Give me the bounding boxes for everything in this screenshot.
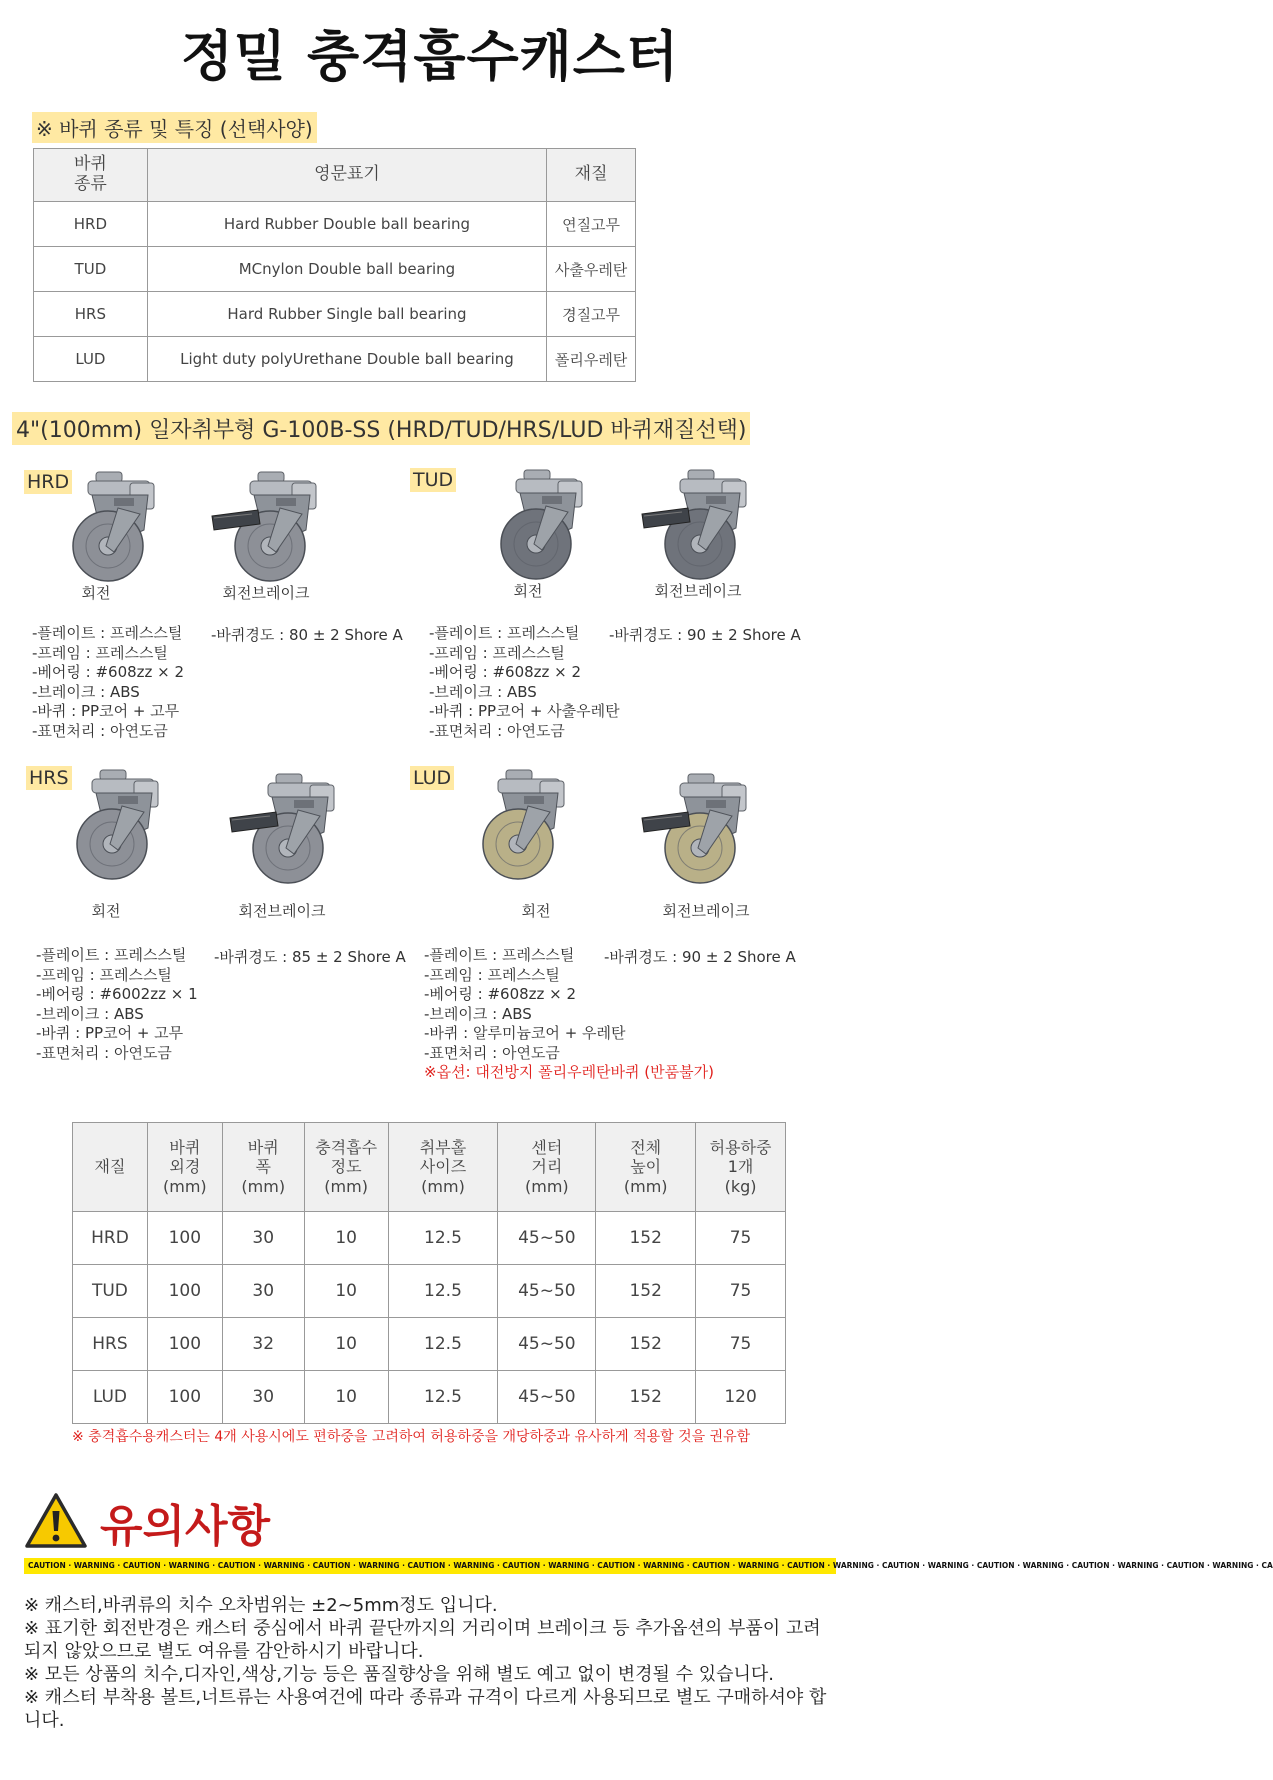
table-header-row bbox=[34, 149, 636, 202]
spec-list-hrd bbox=[32, 624, 184, 741]
table-cell: LUD bbox=[73, 1371, 148, 1424]
table-cell: 75 bbox=[696, 1318, 786, 1371]
table-cell: 12.5 bbox=[388, 1265, 498, 1318]
table-cell: 152 bbox=[596, 1265, 696, 1318]
header-cell: 바퀴 종류 bbox=[34, 149, 148, 202]
spec-line: -브레이크 : ABS bbox=[429, 682, 537, 701]
dimensions-table bbox=[72, 1122, 786, 1424]
caption-tud-swivel: 회전 bbox=[513, 582, 543, 600]
table-cell: 30 bbox=[222, 1371, 304, 1424]
table-cell: 152 bbox=[596, 1212, 696, 1265]
header-cell: 재질 bbox=[73, 1123, 148, 1212]
spec-line: -브레이크 : ABS bbox=[36, 1004, 144, 1023]
table-cell: 10 bbox=[304, 1265, 388, 1318]
table-row bbox=[34, 247, 636, 292]
caster-image-hrs-brake bbox=[228, 770, 358, 892]
load-note: ※ 충격흡수용캐스터는 4개 사용시에도 편하중을 고려하여 허용하중을 개당하중과 유사하게 적용할 것을 권유함 bbox=[72, 1429, 751, 1445]
header-cell: 센터 거리 (mm) bbox=[498, 1123, 596, 1212]
product-title: 4"(100mm) 일자취부형 G-100B-SS (HRD/TUD/HRS/LUD 바퀴재질선택) bbox=[12, 412, 750, 445]
caption-hrs-brake: 회전브레이크 bbox=[238, 902, 326, 920]
spec-line: -플레이트 : 프레스스틸 bbox=[36, 946, 187, 964]
caution-tape: CAUTION · WARNING · CAUTION · WARNING · CAUTION · WARNING · CAUTION · WARNING · CAUTION · WARNING · CAUTION · WARNING · CAUTION · WARNING · CAUTION · WARNING · CAUTION · WARNING · CAUTION · WARNING · CAUTION · WARNING · CAUTION · WARNING · CAUTION · WARNING · CA bbox=[24, 1558, 836, 1574]
header-cell: 허용하중 1개 (kg) bbox=[696, 1123, 786, 1212]
table-cell: HRD bbox=[34, 202, 148, 247]
table-row bbox=[34, 292, 636, 337]
table-cell: 100 bbox=[147, 1212, 222, 1265]
caption-lud-swivel: 회전 bbox=[521, 902, 551, 920]
caution-notes bbox=[24, 1594, 836, 1732]
table-cell: 12.5 bbox=[388, 1318, 498, 1371]
spec-line: -표면처리 : 아연도금 bbox=[36, 1043, 172, 1062]
table-row bbox=[34, 337, 636, 382]
hardness-lud: -바퀴경도 : 90 ± 2 Shore A bbox=[604, 948, 796, 966]
warning-triangle-icon bbox=[24, 1492, 88, 1550]
hardness-hrs: -바퀴경도 : 85 ± 2 Shore A bbox=[214, 948, 406, 966]
table-cell: 100 bbox=[147, 1318, 222, 1371]
caution-note: ※ 표기한 회전반경은 캐스터 중심에서 바퀴 끝단까지의 거리이며 브레이크 등 추가옵션의 부품이 고려되지 않았으므로 별도 여유를 감안하시기 바랍니다. bbox=[24, 1618, 821, 1662]
table-cell: 152 bbox=[596, 1318, 696, 1371]
table-cell: 100 bbox=[147, 1265, 222, 1318]
spec-line: -표면처리 : 아연도금 bbox=[32, 721, 168, 740]
table-cell: Light duty polyUrethane Double ball bearing bbox=[147, 337, 546, 382]
table-cell: 75 bbox=[696, 1265, 786, 1318]
table-cell: TUD bbox=[34, 247, 148, 292]
caption-hrs-swivel: 회전 bbox=[91, 902, 121, 920]
table-cell: 사출우레탄 bbox=[547, 247, 636, 292]
table-cell: TUD bbox=[73, 1265, 148, 1318]
variant-label-hrd: HRD bbox=[24, 470, 72, 494]
header-cell: 재질 bbox=[547, 149, 636, 202]
spec-line: -바퀴 : PP코어 + 사출우레탄 bbox=[429, 702, 620, 720]
table-cell: MCnylon Double ball bearing bbox=[147, 247, 546, 292]
spec-line: -프레임 : 프레스스틸 bbox=[36, 965, 172, 984]
spec-list-tud bbox=[429, 624, 620, 741]
table-cell: 32 bbox=[222, 1318, 304, 1371]
spec-line: -브레이크 : ABS bbox=[32, 682, 140, 701]
spec-line: -베어링 : #608zz × 2 bbox=[429, 663, 582, 681]
table-row bbox=[73, 1212, 786, 1265]
table-row bbox=[73, 1318, 786, 1371]
table-cell: 45~50 bbox=[498, 1265, 596, 1318]
hardness-hrd: -바퀴경도 : 80 ± 2 Shore A bbox=[211, 626, 403, 644]
spec-line: -바퀴 : PP코어 + 고무 bbox=[32, 702, 180, 720]
caption-tud-brake: 회전브레이크 bbox=[654, 582, 742, 600]
table-cell: 폴리우레탄 bbox=[547, 337, 636, 382]
table-cell: 45~50 bbox=[498, 1212, 596, 1265]
spec-line: -베어링 : #608zz × 2 bbox=[424, 985, 577, 1003]
wheel-types-table bbox=[33, 148, 636, 382]
page-title: 정밀 충격흡수캐스터 bbox=[180, 25, 680, 88]
table-cell: Hard Rubber Double ball bearing bbox=[147, 202, 546, 247]
table-cell: HRD bbox=[73, 1212, 148, 1265]
caster-image-hrd-swivel bbox=[70, 468, 170, 590]
spec-line: -표면처리 : 아연도금 bbox=[424, 1043, 560, 1062]
table-cell: HRS bbox=[73, 1318, 148, 1371]
table-row bbox=[73, 1371, 786, 1424]
option-note: ※옵션: 대전방지 폴리우레탄바퀴 (반품불가) bbox=[424, 1063, 714, 1081]
header-cell: 충격흡수 정도 (mm) bbox=[304, 1123, 388, 1212]
table-cell: 12.5 bbox=[388, 1371, 498, 1424]
caution-title: 유의사항 bbox=[100, 1501, 271, 1552]
table-row bbox=[73, 1265, 786, 1318]
spec-line: -바퀴 : PP코어 + 고무 bbox=[36, 1024, 184, 1042]
table-cell: 120 bbox=[696, 1371, 786, 1424]
table-row bbox=[34, 202, 636, 247]
spec-line: -플레이트 : 프레스스틸 bbox=[424, 946, 575, 964]
header-cell: 바퀴 폭 (mm) bbox=[222, 1123, 304, 1212]
table-cell: 75 bbox=[696, 1212, 786, 1265]
caution-note: ※ 캐스터,바퀴류의 치수 오차범위는 ±2~5mm정도 입니다. bbox=[24, 1595, 498, 1616]
table-cell: 152 bbox=[596, 1371, 696, 1424]
table-header-row bbox=[73, 1123, 786, 1212]
table-cell: 경질고무 bbox=[547, 292, 636, 337]
caster-image-tud-swivel bbox=[498, 466, 598, 588]
spec-line: -프레임 : 프레스스틸 bbox=[424, 965, 560, 984]
table-cell: 연질고무 bbox=[547, 202, 636, 247]
caption-hrd-swivel: 회전 bbox=[81, 584, 111, 602]
table-cell: 10 bbox=[304, 1212, 388, 1265]
variant-label-tud: TUD bbox=[410, 468, 456, 492]
table-cell: HRS bbox=[34, 292, 148, 337]
spec-line: -플레이트 : 프레스스틸 bbox=[32, 624, 183, 642]
table-cell: 45~50 bbox=[498, 1318, 596, 1371]
table-cell: Hard Rubber Single ball bearing bbox=[147, 292, 546, 337]
table-cell: 12.5 bbox=[388, 1212, 498, 1265]
caster-image-lud-brake bbox=[640, 770, 770, 892]
spec-list-hrs bbox=[36, 946, 198, 1063]
hardness-tud: -바퀴경도 : 90 ± 2 Shore A bbox=[609, 626, 801, 644]
table-cell: 45~50 bbox=[498, 1371, 596, 1424]
table-cell: 10 bbox=[304, 1318, 388, 1371]
spec-line: -프레임 : 프레스스틸 bbox=[32, 643, 168, 662]
table-cell: 30 bbox=[222, 1212, 304, 1265]
header-cell: 전체 높이 (mm) bbox=[596, 1123, 696, 1212]
variant-label-lud: LUD bbox=[410, 766, 454, 790]
table-cell: 30 bbox=[222, 1265, 304, 1318]
caption-lud-brake: 회전브레이크 bbox=[662, 902, 750, 920]
table-cell: 100 bbox=[147, 1371, 222, 1424]
spec-line: -표면처리 : 아연도금 bbox=[429, 721, 565, 740]
table-cell: LUD bbox=[34, 337, 148, 382]
spec-line: -프레임 : 프레스스틸 bbox=[429, 643, 565, 662]
caster-image-hrd-brake bbox=[210, 468, 340, 590]
caster-image-hrs-swivel bbox=[74, 766, 174, 888]
spec-line: -베어링 : #6002zz × 1 bbox=[36, 985, 198, 1003]
spec-line: -브레이크 : ABS bbox=[424, 1004, 532, 1023]
caption-hrd-brake: 회전브레이크 bbox=[222, 584, 310, 602]
caster-image-tud-brake bbox=[640, 466, 770, 588]
spec-line: -플레이트 : 프레스스틸 bbox=[429, 624, 580, 642]
variant-label-hrs: HRS bbox=[26, 766, 72, 790]
spec-line: -베어링 : #608zz × 2 bbox=[32, 663, 185, 681]
header-cell: 바퀴 외경 (mm) bbox=[147, 1123, 222, 1212]
spec-line: -바퀴 : 알루미늄코어 + 우레탄 bbox=[424, 1024, 626, 1042]
caution-note: ※ 캐스터 부착용 볼트,너트류는 사용여건에 따라 종류과 규격이 다르게 사용되므로 별도 구매하셔야 합니다. bbox=[24, 1687, 827, 1731]
caution-note: ※ 모든 상품의 치수,디자인,색상,기능 등은 품질향상을 위해 별도 예고 없이 변경될 수 있습니다. bbox=[24, 1664, 774, 1685]
caster-image-lud-swivel bbox=[480, 766, 580, 888]
wheel-types-title: ※ 바퀴 종류 및 특징 (선택사양) bbox=[32, 112, 317, 143]
header-cell: 취부홀 사이즈 (mm) bbox=[388, 1123, 498, 1212]
header-cell: 영문표기 bbox=[147, 149, 546, 202]
table-cell: 10 bbox=[304, 1371, 388, 1424]
